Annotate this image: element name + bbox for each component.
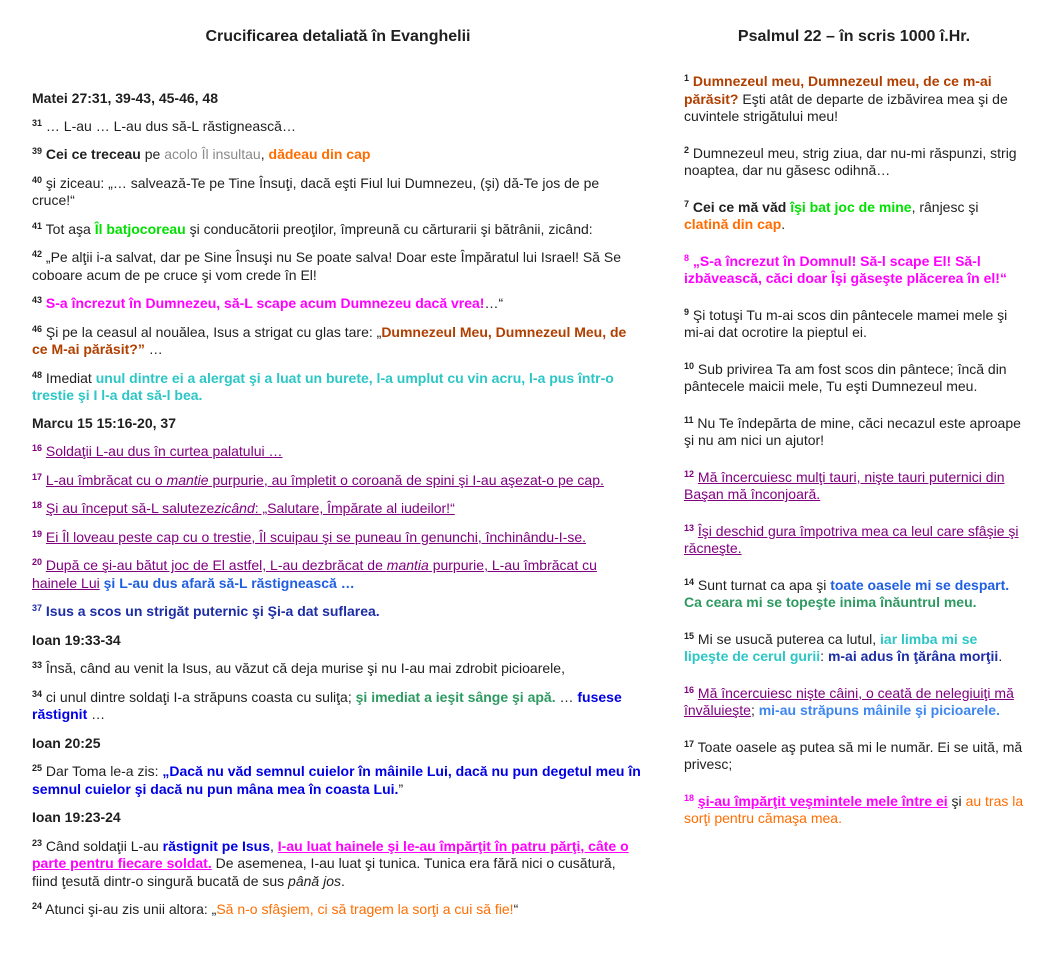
verse-marcu-20: $^{20}$ După ce şi-au bătut joc de El astfel, L-au dezbrăcat de mantia purpurie, L-au îmbrăcat cu hainele Lui şi L-au dus afară să-L răstignească … [32,557,597,591]
heading-ioan-19-33: Ioan 19:33-34 [32,631,121,648]
verse-marcu-18: $^{18}$ Şi au început să-L salutezezicând: „Salutare, Împărate al iudeilor!“ [32,500,455,516]
verse-matei-48: $^{48}$ Imediat unul dintre ei a alergat şi a luat un burete, l-a umplut cu vin acru, l-a pus într-o trestie şi I l-a dat să-l bea. [32,369,614,403]
psalm-verse-11: $^{11}$ Nu Te îndepărta de mine, căci necazul este aproape şi nu am nici un ajutor! [684,414,1021,448]
psalm-verse-14: $^{14}$ Sunt turnat ca apa şi toate oasele mi se despart. Ca ceara mi se topeşte inima înăuntrul meu. [684,576,1010,610]
verse-matei-46: $^{46}$ Şi pe la ceasul al nouălea, Isus a strigat cu glas tare: „Dumnezeul Meu, Dumnezeul Meu, de ce M-ai părăsit?” … [32,323,627,357]
psalm-column [684,73,1024,828]
verse-ioan-24: $^{24}$ Atunci şi-au zis unii altora: „Să n-o sfâşiem, ci să tragem la sorţi a cui să fie!“ [32,901,519,917]
verse-ioan-33: $^{33}$ Însă, când au venit la Isus, au văzut că deja murise şi nu I-au mai zdrobit picioarele, [32,660,565,676]
right-column-title: Psalmul 22 – în scris 1000 î.Hr. [737,28,971,45]
psalm-verse-7: $^7$ Cei ce mă văd îşi bat joc de mine, rânjesc şi clatină din cap. [684,198,979,232]
verse-marcu-17: $^{17}$ L-au îmbrăcat cu o mantie purpurie, au împletit o coroană de spini şi I-au aşezat-o pe cap. [32,471,604,488]
verse-matei-43: $^{43}$ S-a încrezut în Dumnezeu, să-L scape acum Dumnezeu dacă vrea!…“ [32,295,504,311]
gospels-column [32,90,644,919]
psalm-verse-10: $^{10}$ Sub privirea Ta am fost scos din pântece; încă din pântecele maicii mele, Tu eşti Dumnezeul meu. [684,360,1007,394]
left-column-title: Crucificarea detaliată în Evanghelii [205,28,471,45]
heading-ioan-19-23: Ioan 19:23-24 [32,809,121,825]
psalm-verse-2: $^2$ Dumnezeul meu, strig ziua, dar nu-mi răspunzi, strig noaptea, dar nu găsesc odihnă… [684,144,1017,178]
psalm-verse-9: $^9$ Şi totuşi Tu m-ai scos din pântecele mamei mele şi mi-ai dat ocrotire la pieptul ei. [684,306,1008,340]
verse-ioan-34: $^{34}$ ci unul dintre soldaţi I-a străpuns coasta cu suliţa; şi imediat a ieşit sânge şi apă. … fusese răstignit … [32,688,622,722]
heading-ioan-20-25: Ioan 20:25 [32,734,101,751]
verse-matei-42: $^{42}$ „Pe alţii i-a salvat, dar pe Sine Însuşi nu Se poate salva! Doar este Împăratul lui Israel! Să Se coboare acum de pe cruce şi vom crede în El! [32,249,621,283]
verse-matei-39: $^{39}$ Cei ce treceau pe acolo Îl insultau, dădeau din cap [32,146,371,162]
psalm-verse-18: $^{18}$ şi-au împărţit veşmintele mele între ei şi au tras la sorţi pentru cămaşa mea. [684,792,1024,826]
heading-matei: Matei 27:31, 39-43, 45-46, 48 [32,90,219,106]
psalm-verse-15: $^{15}$ Mi se usucă puterea ca lutul, iar limba mi se lipeşte de cerul gurii: m-ai adus în ţărâna morţii. [684,630,1003,664]
heading-marcu: Marcu 15 15:16-20, 37 [32,414,176,431]
verse-matei-40: $^{40}$ şi ziceau: „… salvează-Te pe Tine Însuţi, dacă eşti Fiul lui Dumnezeu, (şi) dă-Te jos de pe cruce!“ [32,174,600,208]
psalm-verse-17: $^{17}$ Toate oasele aş putea să mi le număr. Ei se uită, mă privesc; [684,738,1023,772]
psalm-verse-16: $^{16}$ Mă încercuiesc nişte câini, o ceată de nelegiuiţi mă învăluieşte; mi-au străpuns mâinile şi picioarele. [684,684,1014,718]
psalm-verse-12: $^{12}$ Mă încercuiesc mulţi tauri, nişte tauri puternici din Başan mă înconjoară. [684,468,1005,502]
verse-marcu-16: $^{16}$ Soldaţii L-au dus în curtea palatului … [32,443,283,459]
verse-marcu-37: $^{37}$ Isus a scos un strigăt puternic şi Şi-a dat suflarea. [32,603,380,619]
verse-ioan-23: $^{23}$ Când soldaţii L-au răstignit pe Isus, I-au luat hainele şi le-au împărţit în patru părţi, câte o parte pentru fiecare soldat. De asemenea, I-au luat şi tunica. Tunica era fără nici o cusătură, fiind ţesută dintr-o singură bucată de sus până jos. [32,837,629,889]
psalm-verse-8: $^8$ „S-a încrezut în Domnul! Să-l scape El! Să-l izbăvească, căci doar Îşi găseşte plăcerea în el!“ [684,252,1007,286]
verse-matei-31: $^{31}$ … L-au … L-au dus să-L răstignească… [32,117,296,134]
verse-ioan-25: $^{25}$ Dar Toma le-a zis: „Dacă nu văd semnul cuielor în mâinile Lui, dacă nu pun degetul meu în semnul cuielor şi dacă nu pun mâna mea în coasta Lui.” [32,763,641,797]
psalm-verse-13: $^{13}$ Îşi deschid gura împotriva mea ca leul care sfâşie şi răcneşte. [684,522,1019,556]
verse-marcu-19: $^{19}$ Ei Îl loveau peste cap cu o trestie, Îl scuipau şi se puneau în genunchi, închinându-I-se. [32,528,587,545]
psalm-verse-1: $^1$ Dumnezeul meu, Dumnezeul meu, de ce m-ai părăsit? Eşti atât de departe de izbăvirea mea şi de cuvintele strigătului meu! [684,73,1008,124]
verse-matei-41: $^{41}$ Tot aşa Îl batjocoreau şi conducătorii preoţilor, împreună cu cărturarii şi bătrânii, zicând: [32,220,593,237]
